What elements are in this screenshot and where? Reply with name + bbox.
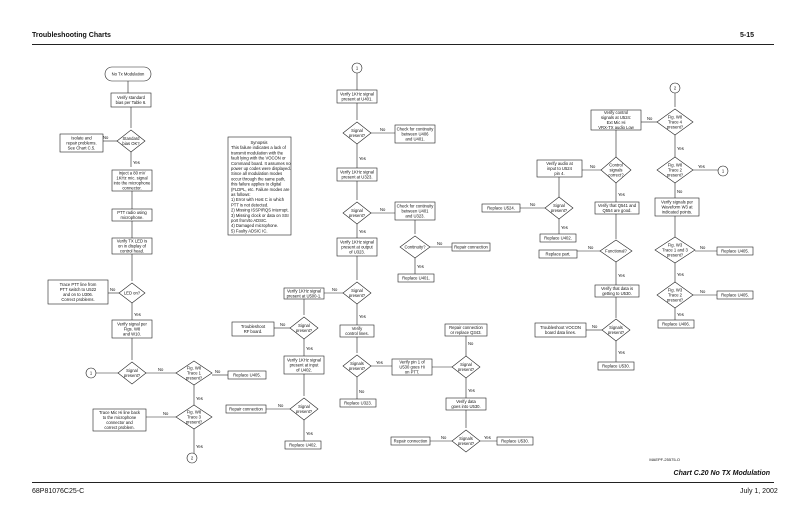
- decision-md2-text: present?: [348, 213, 366, 218]
- synopsis-line: 4) Damaged microphone.: [231, 223, 279, 229]
- decision-md5-text: Signals: [350, 361, 364, 366]
- synopsis-line: Since all modulation modes: [231, 171, 283, 177]
- box-m1-text: Verify 1KHz signal: [340, 91, 374, 97]
- branch-label: No: [110, 287, 116, 292]
- decision-md4-text: Signal: [351, 288, 363, 293]
- box-m6-text: Verify data: [456, 399, 476, 404]
- branch-label: Yes: [677, 312, 684, 317]
- branch-label: Yes: [618, 350, 625, 355]
- branch-label: No: [700, 245, 706, 250]
- box-a2-text: PTT switch to U522: [59, 287, 97, 292]
- decision-md1-text: Signal: [351, 128, 363, 133]
- footer-date: July 1, 2002: [740, 488, 778, 495]
- synopsis-line: Synopsis: [250, 140, 268, 145]
- branch-label: Yes: [698, 164, 705, 169]
- synopsis-line: fault lying with the VOCON or: [231, 155, 286, 161]
- box-ma2-text: between U401: [401, 208, 429, 214]
- connector-2-text: 2: [190, 455, 194, 461]
- box-m5-text: on PTT.: [404, 369, 420, 375]
- branch-label: No: [468, 341, 474, 346]
- box-l1-text: Verify 1KHz signal: [287, 288, 321, 294]
- decision-rd3-text: Functional?: [605, 248, 627, 254]
- decision-c4-text: present?: [666, 252, 684, 258]
- box-c3-text: indicated points.: [661, 209, 693, 215]
- box-r2-text: input to U524: [547, 166, 572, 171]
- decision-c2-text: Fig. W8: [667, 162, 683, 168]
- decision-d5-text: Fig. W8: [186, 409, 202, 415]
- synopsis-line: 5) Faulty ADSIC IC.: [231, 228, 268, 234]
- box-n4-text: Verify TX LED is: [116, 238, 148, 244]
- box-a4-text: Trace Mic Hi line back: [98, 410, 141, 415]
- box-ra4-text: Troubleshoot VOCON: [540, 325, 581, 330]
- decision-rd1-text: Control: [609, 162, 623, 168]
- synopsis-line: occur through the same path,: [231, 176, 286, 182]
- box-a3-text: Replace U405.: [233, 372, 261, 378]
- decision-c2-text: present?: [666, 172, 684, 178]
- branch-label: No: [215, 369, 221, 374]
- box-r3-text: Q554 are good.: [602, 208, 632, 213]
- connector-1-text: 1: [89, 370, 93, 376]
- branch-label: Yes: [618, 273, 625, 278]
- box-a1-text: repair problems.: [66, 140, 97, 146]
- decision-d4-text: present?: [185, 375, 203, 381]
- box-ca3-text: Replace U406.: [662, 321, 690, 327]
- synopsis-line: 2) Missing ISSPIRQS interrupt.: [231, 207, 289, 213]
- chart-caption: Chart C.20 No TX Modulation: [673, 470, 770, 477]
- decision-ld2-text: present?: [295, 409, 313, 414]
- box-n5-text: Verify signal per: [117, 321, 147, 327]
- branch-label: No: [437, 241, 443, 246]
- decision-d1-text: bias OK?: [122, 141, 140, 146]
- figure-code: MAEPF-25575-O: [649, 457, 680, 462]
- box-ma1-text: between U406: [401, 131, 429, 137]
- branch-label: No: [380, 127, 386, 132]
- decision-md6-text: Signal: [460, 362, 472, 367]
- branch-label: Yes: [306, 431, 313, 436]
- box-m5-text: U530 goes Hi: [399, 364, 425, 370]
- synopsis-line: (FLDPL, etc. Failure modes are: [231, 186, 290, 192]
- box-la1-text: Troubleshoot: [240, 324, 266, 329]
- box-n5-text: Figs. W8: [123, 326, 141, 332]
- box-la3-text: Replace U402.: [289, 442, 317, 448]
- box-la2-text: Repair connection: [229, 406, 263, 412]
- decision-md2-text: Signal: [351, 208, 363, 213]
- decision-c5-text: present?: [666, 297, 684, 303]
- branch-label: Yes: [359, 314, 366, 319]
- box-n1-text: bias per Table 6.: [115, 100, 147, 105]
- branch-label: Yes: [196, 396, 203, 401]
- box-ma6-text: Repair connection: [449, 325, 483, 330]
- branch-label: No: [441, 435, 447, 440]
- decision-md7-text: Signals: [459, 436, 473, 441]
- box-m3-text: present at output: [341, 244, 373, 250]
- box-ca1-text: Replace U405.: [721, 248, 749, 254]
- box-l2-text: Verify 1KHz signal: [287, 357, 321, 363]
- connector-1b-text: 1: [355, 65, 359, 71]
- box-ma8-text: Replace U530.: [501, 438, 529, 444]
- box-r3-text: Verify that Q541 and: [597, 203, 637, 208]
- box-ra5-text: Replace U530.: [602, 363, 630, 369]
- branch-label: No: [380, 207, 386, 212]
- box-l2-text: present at input: [289, 362, 319, 368]
- box-n2-text: 1KHz mic. signal: [116, 175, 148, 181]
- start-text: No Tx Modulation: [111, 71, 145, 77]
- decision-d3-text: present?: [123, 373, 141, 378]
- header-page: 5-15: [740, 32, 755, 39]
- branch-label: No: [280, 322, 286, 327]
- decision-md3-text: Continuity?: [404, 244, 426, 250]
- decision-c5-text: Trace 2: [667, 292, 683, 298]
- decision-rd2-text: present?: [550, 208, 568, 213]
- branch-label: No: [278, 403, 284, 408]
- synopsis-line: This failure indicates a lack of: [231, 145, 286, 151]
- decision-md5-text: present?: [348, 366, 366, 371]
- branch-label: Yes: [677, 272, 684, 277]
- decision-md1-text: present?: [348, 133, 366, 138]
- synopsis-line: port from/to ADSIC.: [231, 218, 268, 223]
- decision-c4-text: Trace 1 and 3: [662, 247, 688, 253]
- box-a2-text: Correct problems.: [61, 297, 95, 302]
- box-ma4-text: Replace U401.: [402, 275, 430, 281]
- decision-d3-text: Signal: [126, 368, 138, 373]
- box-la1-text: RF board.: [243, 329, 263, 334]
- box-a4-text: connector and: [106, 420, 133, 425]
- box-r2-text: Verify audio at: [546, 161, 573, 166]
- branch-label: Yes: [376, 360, 383, 365]
- box-ra3-text: Replace part.: [545, 251, 571, 257]
- box-r1-text: VRX-TX audio Low: [598, 125, 634, 130]
- synopsis-line: this failure applies to digital: [231, 181, 282, 187]
- box-n4-text: on in display of: [118, 243, 146, 249]
- box-ma5-text: Replace U323.: [344, 400, 372, 406]
- decision-ld2-text: Signal: [298, 404, 310, 409]
- box-m3-text: Verify 1KHz signal: [340, 239, 374, 245]
- box-ca2-text: Replace U405.: [721, 292, 749, 298]
- header-title: Troubleshooting Charts: [32, 32, 111, 39]
- box-a4-text: correct problem.: [104, 425, 135, 430]
- box-m5-text: Verify pin 1 of: [399, 359, 425, 365]
- branch-label: No: [359, 389, 365, 394]
- branch-label: Yes: [134, 312, 141, 317]
- branch-label: Yes: [359, 229, 366, 234]
- branch-label: Yes: [561, 225, 568, 230]
- decision-c1-text: Fig. W8: [667, 114, 683, 120]
- branch-label: Yes: [417, 264, 424, 269]
- branch-label: No: [647, 116, 653, 121]
- decision-d4-text: Fig. W8: [186, 365, 202, 371]
- box-ma1-text: and U401.: [405, 136, 425, 142]
- branch-label: No: [103, 135, 109, 140]
- decision-rd4-text: Signals: [609, 325, 623, 330]
- box-r1-text: Verify control: [603, 110, 629, 115]
- decision-c1-text: present?: [666, 124, 684, 130]
- box-ra2-text: Replace U402.: [544, 235, 572, 241]
- footer-rule: [32, 482, 774, 483]
- box-r4-text: Verify that data is: [600, 286, 634, 291]
- box-ma3-text: Repair connection: [454, 244, 488, 250]
- decision-ld1-text: present?: [295, 328, 313, 333]
- decision-d5-text: present?: [185, 419, 203, 425]
- synopsis-line: 1) Error with Host C in which: [231, 197, 285, 203]
- footer-doc: 68P81076C25-C: [32, 488, 85, 495]
- branch-label: No: [158, 367, 164, 372]
- box-r1-text: Ext Mic Hi: [606, 120, 626, 125]
- branch-label: Yes: [306, 346, 313, 351]
- box-ma2-text: Check for continuity: [396, 203, 434, 209]
- box-a4-text: to the microphone: [102, 415, 137, 420]
- branch-label: No: [700, 289, 706, 294]
- box-ma7-text: Repair connection: [393, 438, 428, 444]
- box-ma6-text: or replace Q343.: [450, 330, 482, 335]
- branch-label: Yes: [618, 192, 625, 197]
- box-r1-text: signals at U524:: [600, 115, 632, 120]
- box-n2-text: into the microphone: [113, 180, 151, 186]
- branch-label: Yes: [468, 388, 475, 393]
- box-n1-text: Verify standard: [117, 95, 145, 100]
- connector-2b-text: 2: [673, 85, 677, 91]
- box-r4-text: getting to U530.: [602, 291, 632, 296]
- box-m1-text: present at U401.: [341, 96, 373, 102]
- synopsis-line: 3) Missing clock or data on SSI: [231, 212, 289, 218]
- box-l1-text: present at U500-1.: [286, 293, 322, 299]
- decision-md6-text: present?: [457, 367, 475, 372]
- box-ra4-text: board data lines.: [545, 330, 576, 335]
- decision-d5-text: Trace 3: [186, 414, 202, 420]
- branch-label: No: [588, 245, 594, 250]
- synopsis-line: Command board. It assumes no: [231, 160, 291, 166]
- branch-label: No: [677, 189, 683, 194]
- box-m6-text: goes into U530.: [451, 404, 481, 409]
- branch-label: No: [530, 202, 536, 207]
- box-n2-text: Inject a 80 mV: [118, 170, 146, 176]
- box-l2-text: of U402.: [296, 367, 312, 373]
- box-c3-text: Waveform W3 at: [661, 204, 693, 210]
- box-m4-text: Verify: [351, 326, 363, 331]
- box-n4-text: control head.: [119, 248, 145, 254]
- branch-label: No: [332, 287, 338, 292]
- branch-label: Yes: [196, 444, 203, 449]
- decision-rd1-text: signals: [609, 167, 623, 173]
- box-m2-text: present at U323.: [341, 174, 373, 180]
- branch-label: No: [592, 324, 598, 329]
- box-n2-text: connector.: [122, 185, 142, 191]
- decision-rd1-text: correct?: [608, 172, 624, 178]
- box-m4-text: control lines.: [345, 331, 369, 336]
- box-ma2-text: and U323.: [405, 213, 425, 219]
- box-ma1-text: Check for continuity: [396, 126, 434, 132]
- box-r2-text: pin 4.: [554, 171, 565, 176]
- decision-ld1-text: Signal: [298, 323, 310, 328]
- branch-label: Yes: [359, 156, 366, 161]
- branch-label: Yes: [677, 146, 684, 151]
- box-a2-text: Trace PTT line from: [59, 282, 97, 287]
- decision-c2-text: Trace 2: [667, 167, 683, 173]
- branch-label: No: [590, 164, 596, 169]
- box-m2-text: Verify 1KHz signal: [340, 169, 374, 175]
- synopsis-line: transmit modulation with the: [231, 150, 284, 156]
- decision-c5-text: Fig. W3: [667, 287, 683, 293]
- connector-1c-text: 1: [721, 168, 725, 174]
- synopsis-line: PTT is not detected.: [231, 202, 269, 208]
- box-n5-text: and W10.: [123, 331, 141, 337]
- box-m3-text: of U323.: [349, 249, 365, 255]
- decision-d4-text: Trace 1: [186, 370, 202, 376]
- branch-label: No: [163, 411, 169, 416]
- box-ra1-text: Replace U524.: [487, 205, 515, 211]
- box-a1-text: Isolate and: [71, 135, 92, 141]
- branch-label: Yes: [484, 435, 491, 440]
- decision-md7-text: present?: [457, 441, 475, 446]
- decision-rd2-text: Signal: [553, 203, 565, 208]
- synopsis-line: power up codes were displayed.: [231, 166, 291, 171]
- decision-c1-text: Trace 4: [667, 119, 683, 125]
- box-c3-text: Verify signals per: [661, 199, 693, 205]
- box-a1-text: See Chart C.5.: [67, 145, 96, 151]
- box-n3-text: microphone.: [120, 215, 144, 220]
- decision-md4-text: present?: [348, 293, 366, 298]
- box-a2-text: and on to U306.: [63, 292, 93, 297]
- branch-label: Yes: [133, 160, 140, 165]
- decision-rd4-text: present?: [607, 330, 625, 335]
- decision-d1-text: Standard: [122, 136, 140, 141]
- box-n3-text: PTT radio using: [117, 210, 147, 215]
- synopsis-line: as follows:: [231, 192, 251, 197]
- decision-c4-text: Fig. W3: [667, 242, 683, 248]
- decision-d2-text: LED on?: [123, 290, 141, 296]
